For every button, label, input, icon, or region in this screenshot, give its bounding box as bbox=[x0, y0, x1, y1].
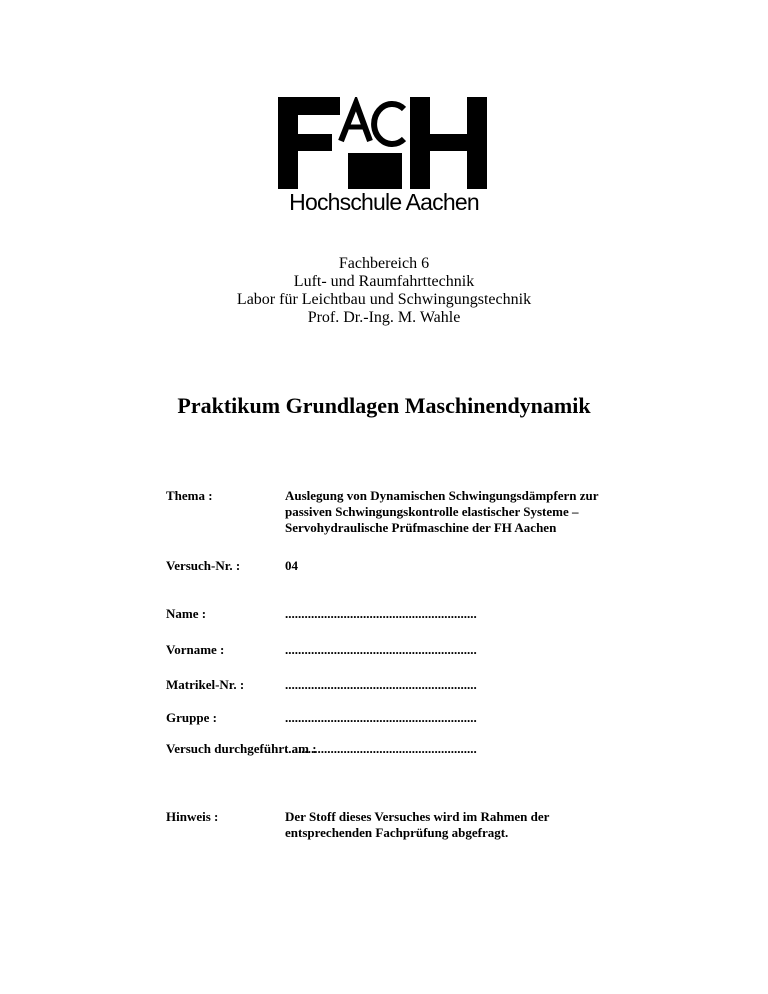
document-title: Praktikum Grundlagen Maschinendynamik bbox=[177, 393, 591, 418]
department-line: Fachbereich 6 bbox=[338, 255, 430, 272]
field-value-line: passiven Schwingungskontrolle elastischer Systeme – bbox=[285, 504, 579, 519]
field-label: Thema : bbox=[166, 488, 213, 503]
field-value-line: Auslegung von Dynamischen Schwingungsdämpfern zur bbox=[285, 488, 599, 503]
field-label: Versuch durchgeführt am : bbox=[166, 741, 317, 756]
fh-aachen-logo bbox=[278, 97, 490, 217]
fill-in-dotted-line[interactable]: ........................................................... bbox=[285, 642, 477, 657]
field-value-line: Der Stoff dieses Versuches wird im Rahmen der bbox=[285, 809, 550, 824]
logo-f-top-bar bbox=[278, 97, 340, 115]
field-value bbox=[285, 809, 685, 841]
logo-middle-block bbox=[348, 153, 402, 189]
logo-letter-c bbox=[374, 104, 404, 144]
department-block bbox=[0, 255, 768, 327]
logo-letter-a bbox=[341, 103, 370, 141]
department-line: Labor für Leichtbau und Schwingungstechnik bbox=[236, 291, 532, 308]
department-line: Prof. Dr.-Ing. M. Wahle bbox=[307, 309, 461, 326]
field-label: Matrikel-Nr. : bbox=[166, 677, 245, 692]
field-label: Vorname : bbox=[166, 642, 225, 657]
logo-h-crossbar bbox=[410, 134, 487, 151]
department-line: Luft- und Raumfahrttechnik bbox=[293, 273, 475, 290]
field-label: Versuch-Nr. : bbox=[166, 558, 241, 573]
logo-caption: Hochschule Aachen bbox=[289, 189, 479, 215]
fill-in-dotted-line[interactable]: ........................................................... bbox=[285, 677, 477, 692]
field-value: 04 bbox=[285, 558, 298, 573]
field-value-line: entsprechenden Fachprüfung abgefragt. bbox=[285, 825, 509, 840]
fill-in-dotted-line[interactable]: ........................................................... bbox=[285, 606, 477, 621]
fh-aachen-logo-mark bbox=[278, 97, 490, 189]
field-value-line: Servohydraulische Prüfmaschine der FH Aachen bbox=[285, 520, 557, 535]
field-label: Name : bbox=[166, 606, 207, 621]
field-value bbox=[285, 488, 685, 536]
field-label: Hinweis : bbox=[166, 809, 219, 824]
fill-in-dotted-line[interactable]: ........................................................... bbox=[285, 741, 477, 756]
fill-in-dotted-line[interactable]: ........................................................... bbox=[285, 710, 477, 725]
logo-f-mid-bar bbox=[278, 134, 332, 151]
field-label: Gruppe : bbox=[166, 710, 217, 725]
